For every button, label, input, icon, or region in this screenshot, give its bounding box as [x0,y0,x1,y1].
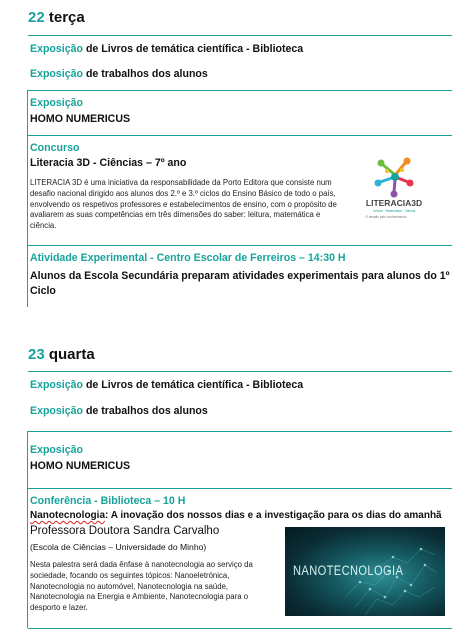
divider [27,245,28,307]
day-heading-23 [28,346,95,363]
divider [28,371,452,372]
day-number: 22 [28,9,45,26]
nanotecnologia-image [285,527,445,616]
event-text: de Livros de temática científica - Biblioteca [83,379,304,391]
event-expo-works-23 [30,405,208,417]
event-expo-homo-title-23: HOMO NUMERICUS [30,460,131,472]
divider [28,431,452,432]
divider [28,135,452,136]
event-atividade-text: Alunos da Escola Secundária preparam atividades experimentais para alunos do 1º Ciclo [30,270,450,297]
event-label: Atividade Experimental - Centro Escolar de Ferreiros – 14:30 H [30,252,346,264]
divider [27,431,28,488]
divider [28,628,452,629]
day-name: terça [44,9,85,26]
event-expo-homo-label-22 [30,97,83,109]
event-expo-works-22 [30,68,208,80]
event-text: de trabalhos dos alunos [83,68,208,80]
event-concurso-label [30,142,79,154]
day-number: 23 [28,346,45,363]
event-label: Exposição [30,68,83,80]
event-expo-homo-title-22: HOMO NUMERICUS [30,113,131,125]
event-conferencia-label [30,495,185,507]
logo-tagline: O desafio pelo conhecimento [365,215,407,219]
event-label: Exposição [30,97,83,109]
divider [28,245,452,246]
topic-rest: : A inovação dos nossos dias e a investigação para os dias do amanhã [105,510,442,521]
event-conferencia-topic [30,510,442,521]
event-expo-books-23 [30,379,303,391]
logo-wordmark: LITERACIA3D [365,198,423,208]
event-concurso-description: LITERACIA 3D é uma iniciativa da responsabilidade da Porto Editora que consiste num desafio nacional dirigido aos alunos dos 2.º e 3.º ciclos do Ensino Básico de todo o país, envolvendo os respetivos professores e estabelecimentos de ensino, com o propósito de avaliarem as suas competências em três dimensões do saber: leitura, matemática e ciência. [30,178,337,231]
topic-keyword: Nanotecnologia [30,510,106,521]
event-conferencia-affiliation: (Escola de Ciências – Universidade do Minho) [30,542,207,552]
event-label: Concurso [30,142,80,154]
event-atividade-label [30,252,346,264]
divider [28,90,452,91]
event-label: Exposição [30,43,83,55]
image-title: NANOTECNOLOGIA [293,563,404,578]
day-heading-22 [28,9,85,26]
event-label: Exposição [30,444,83,456]
event-text: de trabalhos dos alunos [83,405,208,417]
event-label: Exposição [30,379,83,391]
event-conferencia-description: Nesta palestra será dada ênfase à nanotecnologia ao serviço da sociedade, focando os seguintes tópicos: Nanoeletrónica, Nanotecnologia no automóvel, Nanotecnologia na saúde, Nanotecnologia na Energia e Ambiente, Nanotecnologia para o desporto e lazer. [30,560,253,613]
divider [28,35,452,36]
event-conferencia-speaker: Professora Doutora Sandra Carvalho [30,525,220,537]
event-label: Exposição [30,405,83,417]
event-text: de Livros de temática científica - Biblioteca [83,43,304,55]
divider [28,488,452,489]
divider [27,90,28,135]
molecule-icon [375,158,414,198]
divider [27,488,28,628]
logo-subtitle: Leitura · Matemática · Ciência [372,209,416,213]
literacia-3d-logo [356,150,432,220]
divider [27,135,28,245]
event-label: Conferência - Biblioteca – 10 H [30,495,186,507]
event-concurso-title: Literacia 3D - Ciências – 7º ano [30,157,187,169]
event-expo-books-22 [30,43,303,55]
event-expo-homo-label-23 [30,444,83,456]
day-name: quarta [44,346,95,363]
